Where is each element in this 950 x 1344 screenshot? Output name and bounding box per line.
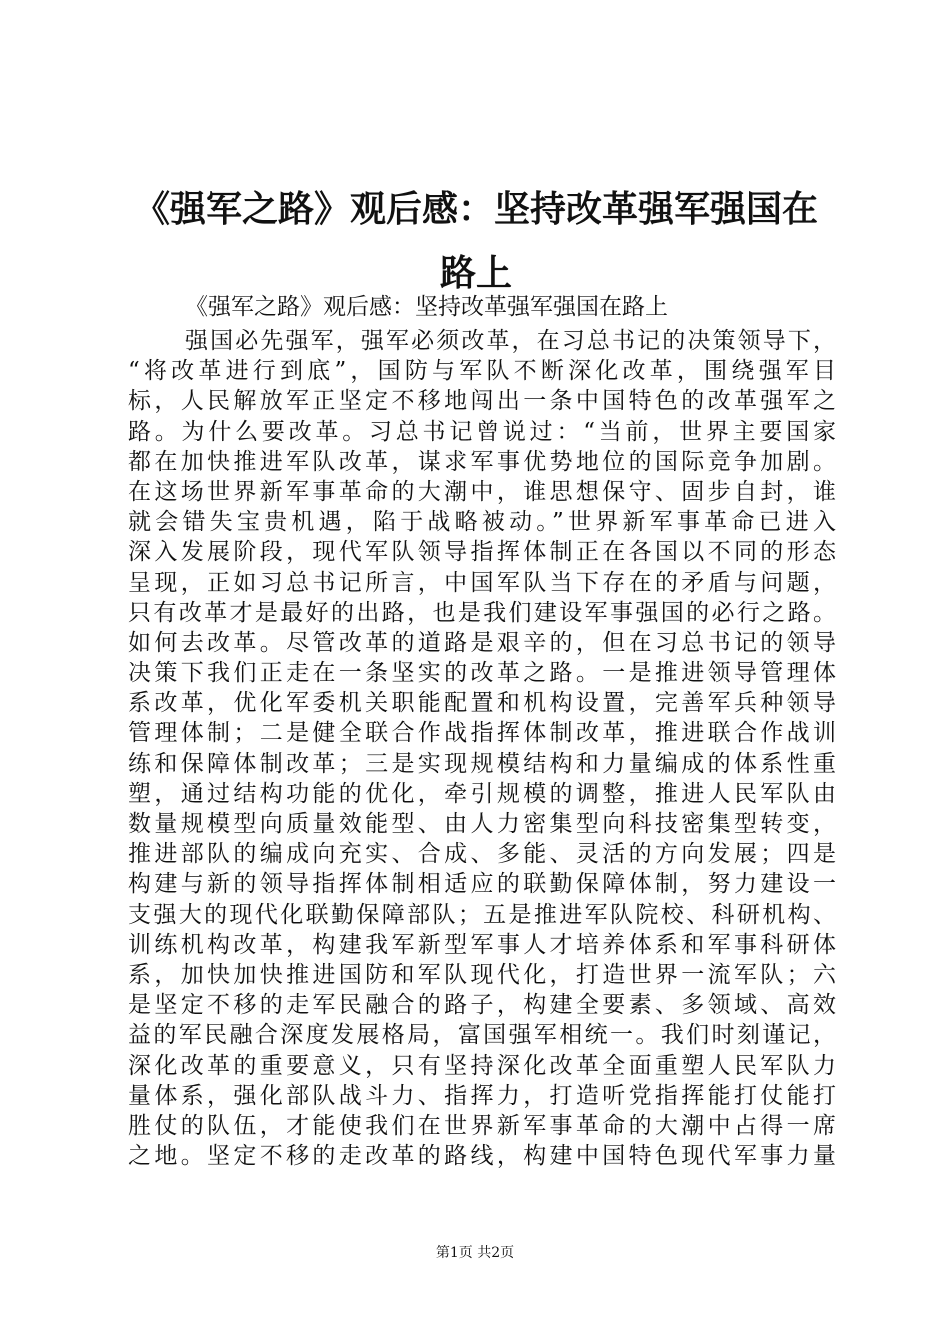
body-line: 强国必先强军，强军必须改革，在习总书记的决策领导下， [185,328,836,354]
document-title: 《强军之路》观后感：坚持改革强军强国在路上 [133,189,818,294]
body-line: 只有改革才是最好的出路，也是我们建设军事强国的必行之路。 [128,599,836,626]
body-line: 深入发展阶段，现代军队领导指挥体制正在各国以不同的形态 [128,539,836,566]
body-line: 是坚定不移的走军民融合的路子，构建全要素、多领域、高效 [128,992,836,1019]
body-line: 就会错失宝贵机遇，陷于战略被动。”世界新军事革命已进入 [128,509,836,536]
body-line: 练和保障体制改革；三是实现规模结构和力量编成的体系性重 [128,750,836,777]
body-line: 呈现，正如习总书记所言，中国军队当下存在的矛盾与问题， [128,569,836,596]
body-line: 支强大的现代化联勤保障部队；五是推进军队院校、科研机构、 [128,901,836,928]
body-line: 深化改革的重要意义，只有坚持深化改革全面重塑人民军队力 [128,1052,836,1079]
document-body [128,326,836,1171]
body-line: 标，人民解放军正坚定不移地闯出一条中国特色的改革强军之 [128,388,836,415]
body-line: 路。为什么要改革。习总书记曾说过：“当前，世界主要国家 [128,418,836,445]
document-subtitle: 《强军之路》观后感：坚持改革强军强国在路上 [185,294,668,320]
body-line: 管理体制；二是健全联合作战指挥体制改革，推进联合作战训 [128,720,836,747]
body-line: 训练机构改革，构建我军新型军事人才培养体系和军事科研体 [128,931,836,958]
body-line: 推进部队的编成向充实、合成、多能、灵活的方向发展；四是 [128,841,836,868]
body-line: 如何去改革。尽管改革的道路是艰辛的，但在习总书记的领导 [128,629,836,656]
body-line: 益的军民融合深度发展格局，富国强军相统一。我们时刻谨记， [128,1022,836,1049]
body-line: 数量规模型向质量效能型、由人力密集型向科技密集型转变， [128,811,836,837]
body-line: 塑，通过结构功能的优化，牵引规模的调整，推进人民军队由 [128,780,836,807]
body-line: 之地。坚定不移的走改革的路线，构建中国特色现代军事力量 [128,1143,836,1170]
body-line: “将改革进行到底”，国防与军队不断深化改革，围绕强军目 [128,358,836,385]
body-line: 构建与新的领导指挥体制相适应的联勤保障体制，努力建设一 [128,871,836,898]
body-line: 决策下我们正走在一条坚实的改革之路。一是推进领导管理体 [128,660,836,687]
body-line: 胜仗的队伍，才能使我们在世界新军事革命的大潮中占得一席 [128,1112,836,1139]
body-line: 系，加快加快推进国防和军队现代化，打造世界一流军队；六 [128,961,836,988]
body-line: 量体系，强化部队战斗力、指挥力，打造听党指挥能打仗能打 [128,1082,836,1109]
body-line: 系改革，优化军委机关职能配置和机构设置，完善军兵种领导 [128,690,836,717]
body-line: 在这场世界新军事革命的大潮中，谁思想保守、固步自封，谁 [128,478,836,505]
body-line: 都在加快推进军队改革，谋求军事优势地位的国际竞争加剧。 [128,448,836,475]
page-number-footer: 第1页 共2页 [435,1245,515,1261]
